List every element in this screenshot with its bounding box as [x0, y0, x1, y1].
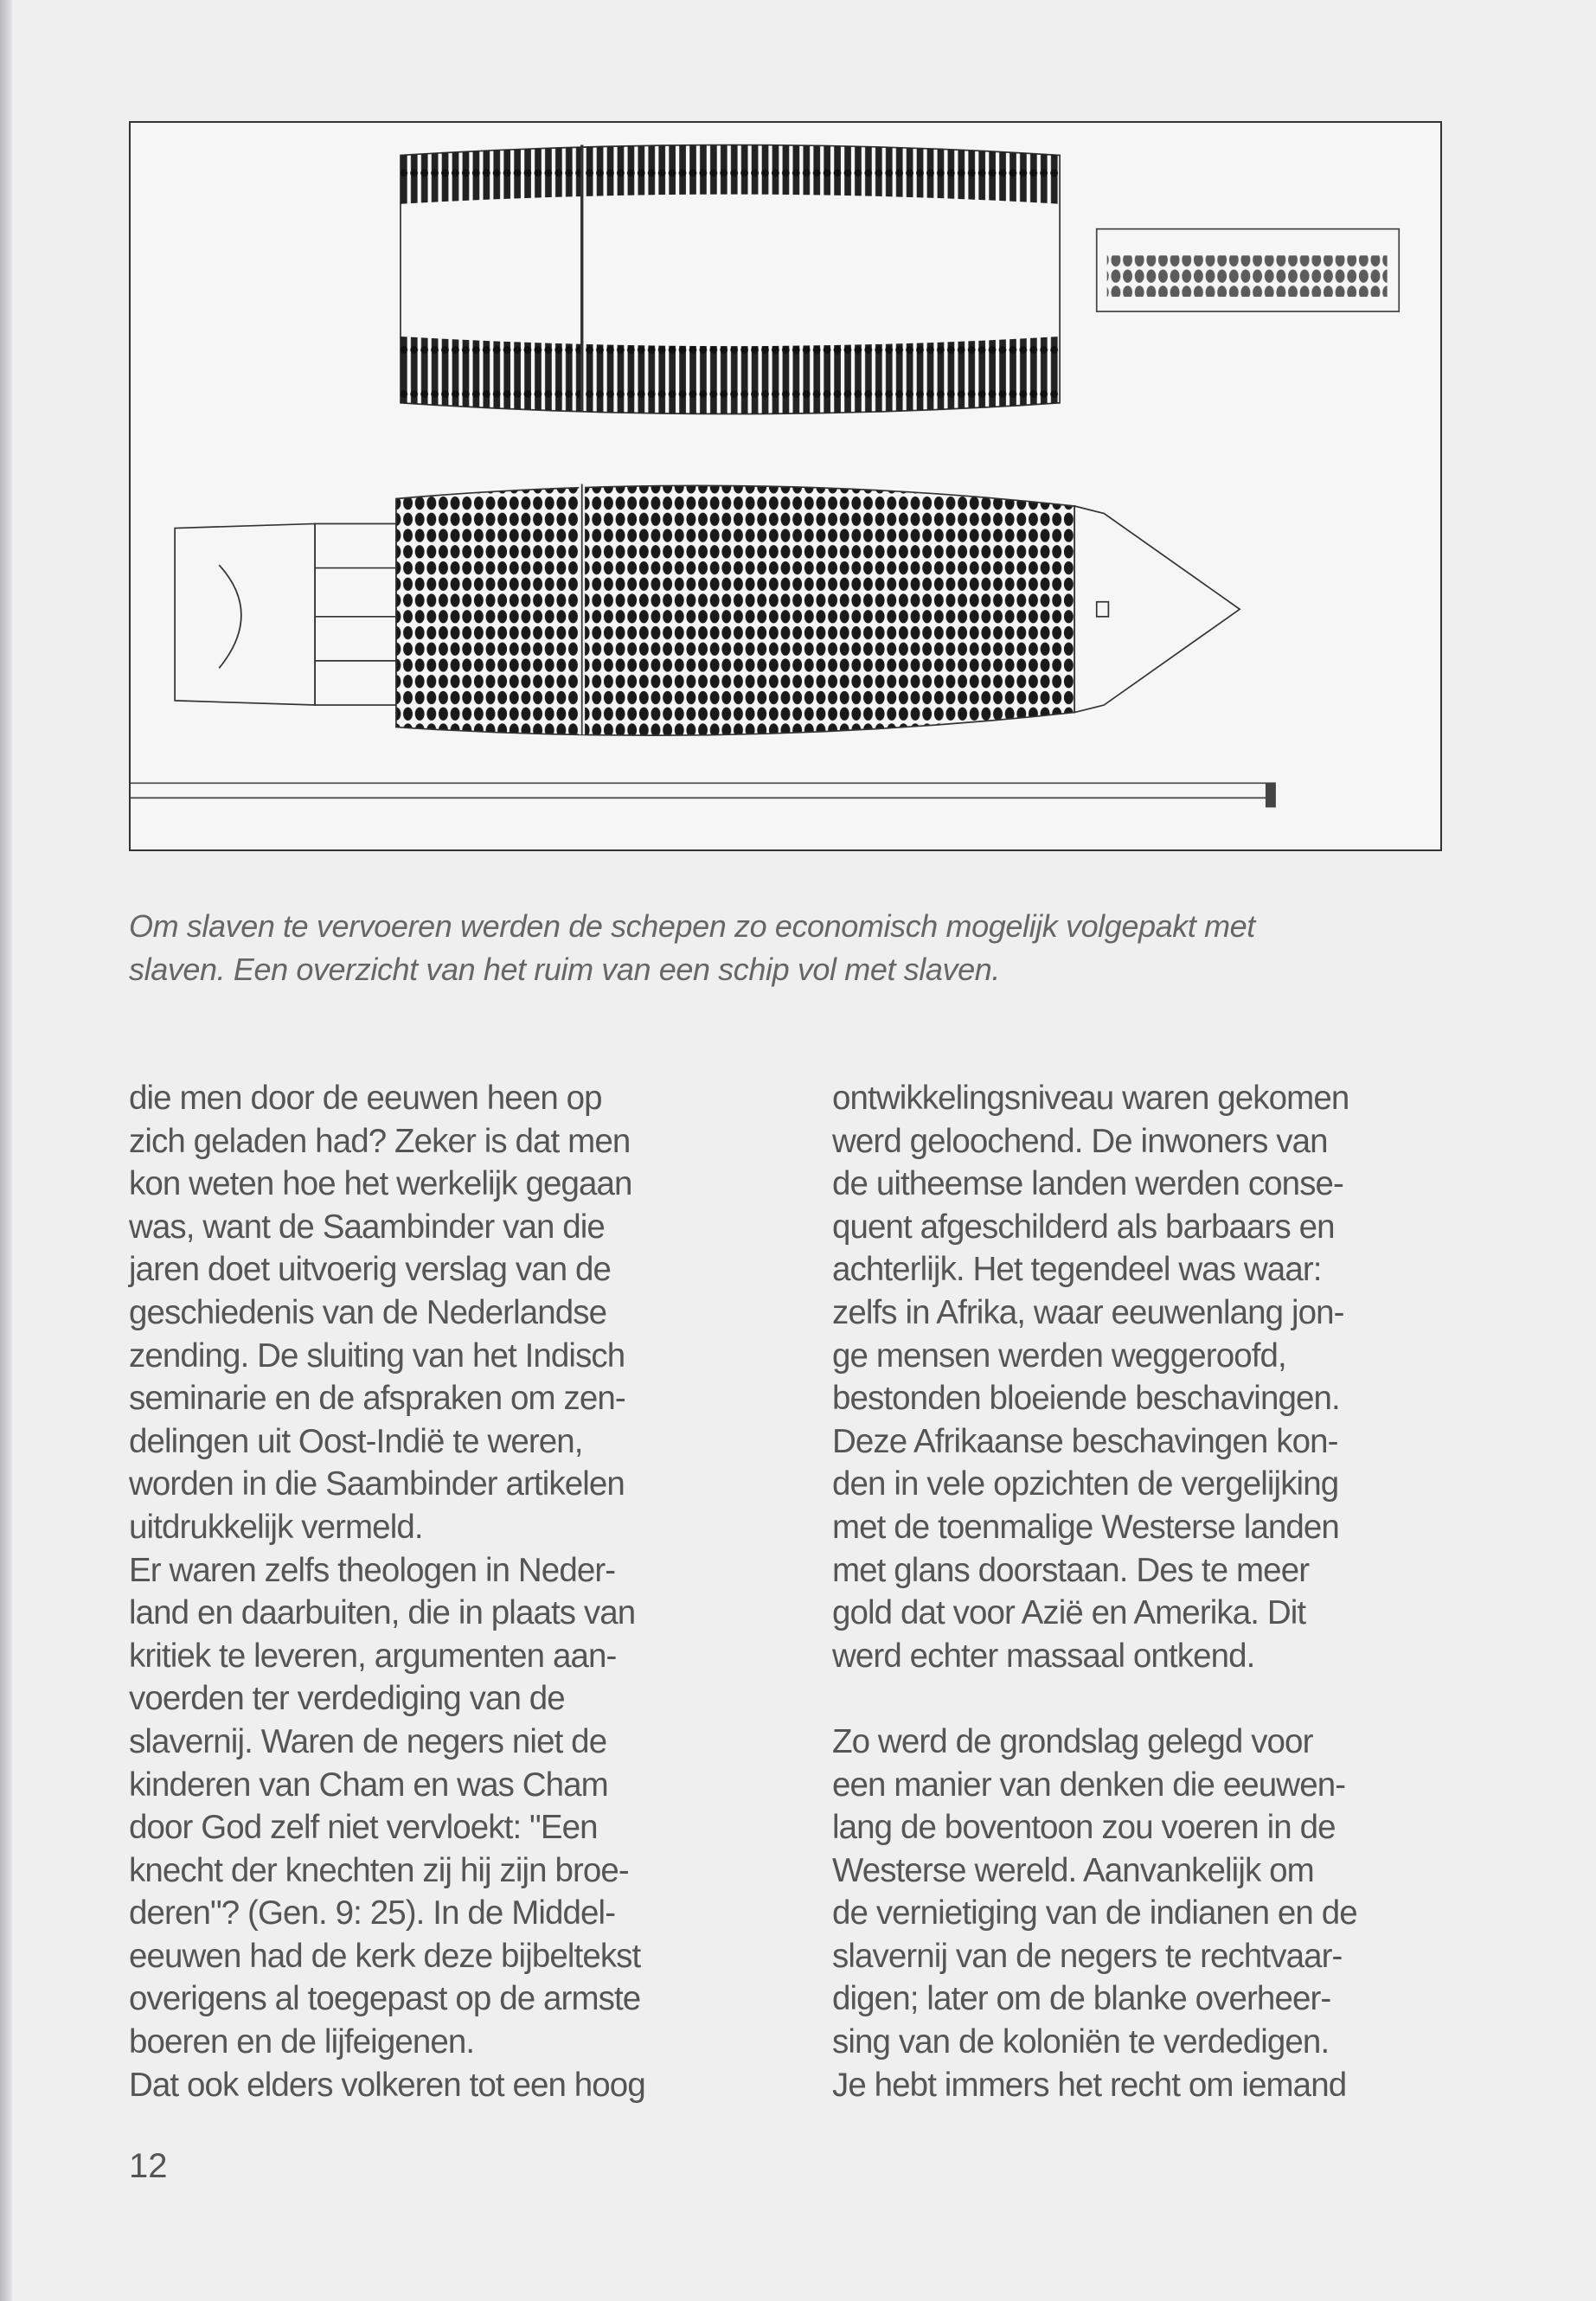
text-line: land en daarbuiten, die in plaats van: [129, 1594, 636, 1632]
slave-ship-diagram: [129, 121, 1442, 851]
text-line: ge mensen werden weggeroofd,: [832, 1336, 1286, 1375]
lower-deck-plan: [175, 484, 1240, 735]
left-text-column: [129, 1077, 645, 2106]
text-line: geschiedenis van de Nederlandse: [129, 1293, 607, 1331]
scale-bar: [131, 783, 1275, 806]
text-line: werd geloochend. De inwoners van: [832, 1122, 1328, 1160]
text-line: Zo werd de grondslag gelegd voor: [832, 1722, 1313, 1760]
ship-plan-illustration: [131, 123, 1440, 849]
text-line: Westerse wereld. Aanvankelijk om: [832, 1851, 1314, 1889]
text-line: boeren en de lijfeigenen.: [129, 2023, 475, 2061]
text-line: kon weten hoe het werkelijk gegaan: [129, 1165, 632, 1203]
text-line: die men door de eeuwen heen op: [129, 1080, 602, 1117]
text-line: een manier van denken die eeuwen-: [832, 1766, 1346, 1804]
text-line: uitdrukkelijk vermeld.: [129, 1508, 423, 1546]
caption-line: Om slaven te vervoeren werden de schepen zo economisch mogelijk volgepakt met: [129, 908, 1255, 944]
text-line: Dat ook elders volkeren tot een hoog: [129, 2066, 645, 2104]
text-line: worden in die Saambinder artikelen: [129, 1465, 625, 1503]
text-line: slavernij van de negers te rechtvaar-: [832, 1937, 1343, 1975]
text-line: lang de boventoon zou voeren in de: [832, 1809, 1336, 1847]
text-line: door God zelf niet vervloekt: "Een: [129, 1809, 598, 1847]
text-line: met de toenmalige Westerse landen: [832, 1508, 1339, 1546]
text-line: den in vele opzichten de vergelijking: [832, 1465, 1339, 1503]
upper-deck: [401, 145, 1060, 414]
right-text-column: [832, 1077, 1357, 2106]
text-line: kritiek te leveren, argumenten aan-: [129, 1637, 617, 1675]
text-line: Deze Afrikaanse beschavingen kon-: [832, 1422, 1338, 1460]
text-line: seminarie en de afspraken om zen-: [129, 1380, 625, 1418]
caption-line: slaven. Een overzicht van het ruim van een schip vol met slaven.: [129, 952, 1000, 987]
text-line: deren"? (Gen. 9: 25). In de Middel-: [129, 1894, 616, 1932]
side-view: [1097, 229, 1400, 311]
text-line: werd echter massaal ontkend.: [832, 1637, 1255, 1675]
page-edge-shadow: [0, 0, 12, 2301]
text-line: Er waren zelfs theologen in Neder-: [129, 1551, 616, 1589]
text-line: slavernij. Waren de negers niet de: [129, 1722, 607, 1760]
text-line: voerden ter verdediging van de: [129, 1680, 565, 1718]
text-line: ontwikkelingsniveau waren gekomen: [832, 1080, 1349, 1117]
text-line: Je hebt immers het recht om iemand: [832, 2066, 1347, 2104]
text-line: knecht der knechten zij hij zijn broe-: [129, 1851, 629, 1889]
text-line: overigens al toegepast op de armste: [129, 1980, 641, 2018]
text-line: jaren doet uitvoerig verslag van de: [129, 1251, 612, 1289]
text-line: gold dat voor Azië en Amerika. Dit: [832, 1594, 1306, 1632]
paragraph-gap: [832, 1677, 1357, 1721]
text-line: achterlijk. Het tegendeel was waar:: [832, 1251, 1322, 1289]
text-line: met glans doorstaan. Des te meer: [832, 1551, 1310, 1589]
text-line: de uitheemse landen werden conse-: [832, 1165, 1343, 1203]
text-line: quent afgeschilderd als barbaars en: [832, 1208, 1335, 1246]
page-number: 12: [129, 2147, 168, 2185]
text-line: bestonden bloeiende beschavingen.: [832, 1380, 1340, 1418]
text-line: zich geladen had? Zeker is dat men: [129, 1122, 631, 1160]
text-line: delingen uit Oost-Indië te weren,: [129, 1422, 583, 1460]
figure-caption: [129, 905, 1444, 991]
text-line: digen; later om de blanke overheer-: [832, 1980, 1331, 2018]
text-line: zelfs in Afrika, waar eeuwenlang jon-: [832, 1293, 1344, 1331]
text-line: de vernietiging van de indianen en de: [832, 1894, 1357, 1932]
text-line: sing van de koloniën te verdedigen.: [832, 2023, 1330, 2061]
text-line: zending. De sluiting van het Indisch: [129, 1336, 625, 1375]
text-line: eeuwen had de kerk deze bijbeltekst: [129, 1937, 641, 1975]
text-line: was, want de Saambinder van die: [129, 1208, 605, 1246]
text-line: kinderen van Cham en was Cham: [129, 1766, 608, 1804]
